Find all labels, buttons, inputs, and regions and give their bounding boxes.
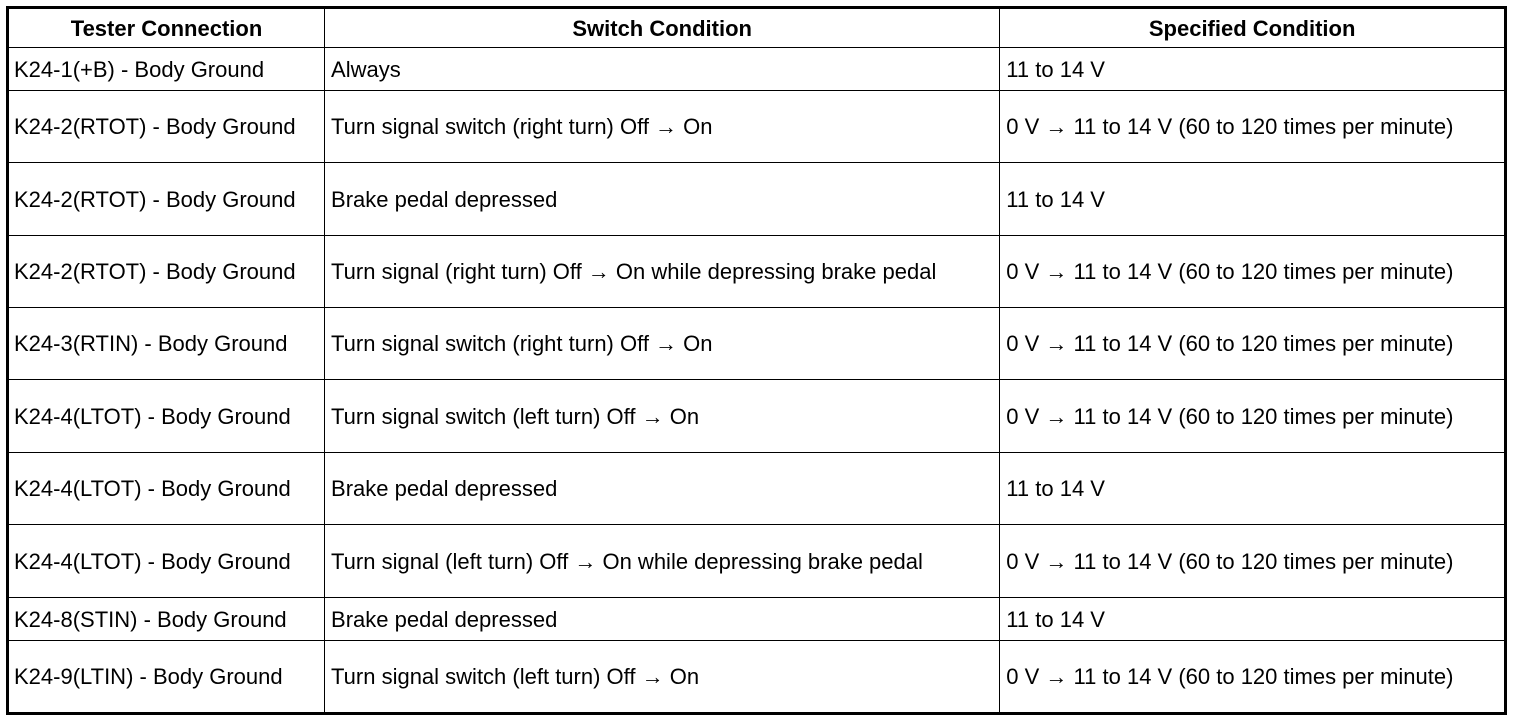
tester-connection-cell: K24-4(LTOT) - Body Ground [8, 525, 325, 598]
table-row [8, 48, 1506, 91]
specified-condition-cell: 11 to 14 V [1000, 48, 1506, 91]
tester-connection-cell: K24-9(LTIN) - Body Ground [8, 641, 325, 714]
header-specified-condition: Specified Condition [1000, 8, 1506, 48]
switch-condition-cell: Turn signal switch (left turn) Off → On [325, 380, 1000, 453]
table-row [8, 380, 1506, 453]
tester-connection-cell: K24-3(RTIN) - Body Ground [8, 308, 325, 380]
tester-connection-cell: K24-2(RTOT) - Body Ground [8, 163, 325, 236]
switch-condition-cell: Brake pedal depressed [325, 453, 1000, 525]
tester-connection-cell: K24-8(STIN) - Body Ground [8, 598, 325, 641]
tester-connection-cell: K24-4(LTOT) - Body Ground [8, 380, 325, 453]
table-row [8, 598, 1506, 641]
tester-connection-cell: K24-2(RTOT) - Body Ground [8, 91, 325, 163]
specified-condition-cell: 0 V → 11 to 14 V (60 to 120 times per minute) [1000, 525, 1506, 598]
specified-condition-cell: 0 V → 11 to 14 V (60 to 120 times per minute) [1000, 380, 1506, 453]
table-row [8, 641, 1506, 714]
table-row [8, 91, 1506, 163]
header-switch-condition: Switch Condition [325, 8, 1000, 48]
switch-condition-cell: Turn signal (left turn) Off → On while depressing brake pedal [325, 525, 1000, 598]
table-body [8, 48, 1506, 714]
specified-condition-cell: 11 to 14 V [1000, 163, 1506, 236]
tester-connection-cell: K24-1(+B) - Body Ground [8, 48, 325, 91]
specified-condition-cell: 11 to 14 V [1000, 598, 1506, 641]
specified-condition-cell: 0 V → 11 to 14 V (60 to 120 times per minute) [1000, 236, 1506, 308]
tester-connection-cell: K24-4(LTOT) - Body Ground [8, 453, 325, 525]
specified-condition-cell: 11 to 14 V [1000, 453, 1506, 525]
header-tester-connection: Tester Connection [8, 8, 325, 48]
switch-condition-cell: Always [325, 48, 1000, 91]
table-row [8, 236, 1506, 308]
specified-condition-cell: 0 V → 11 to 14 V (60 to 120 times per minute) [1000, 91, 1506, 163]
tester-connection-cell: K24-2(RTOT) - Body Ground [8, 236, 325, 308]
switch-condition-cell: Turn signal (right turn) Off → On while depressing brake pedal [325, 236, 1000, 308]
table-row [8, 525, 1506, 598]
table-row [8, 453, 1506, 525]
switch-condition-cell: Brake pedal depressed [325, 598, 1000, 641]
specification-table [6, 6, 1507, 715]
switch-condition-cell: Brake pedal depressed [325, 163, 1000, 236]
specified-condition-cell: 0 V → 11 to 14 V (60 to 120 times per minute) [1000, 641, 1506, 714]
switch-condition-cell: Turn signal switch (right turn) Off → On [325, 308, 1000, 380]
header-row [8, 8, 1506, 48]
table-header [8, 8, 1506, 48]
specified-condition-cell: 0 V → 11 to 14 V (60 to 120 times per minute) [1000, 308, 1506, 380]
switch-condition-cell: Turn signal switch (left turn) Off → On [325, 641, 1000, 714]
table-row [8, 163, 1506, 236]
table-row [8, 308, 1506, 380]
switch-condition-cell: Turn signal switch (right turn) Off → On [325, 91, 1000, 163]
